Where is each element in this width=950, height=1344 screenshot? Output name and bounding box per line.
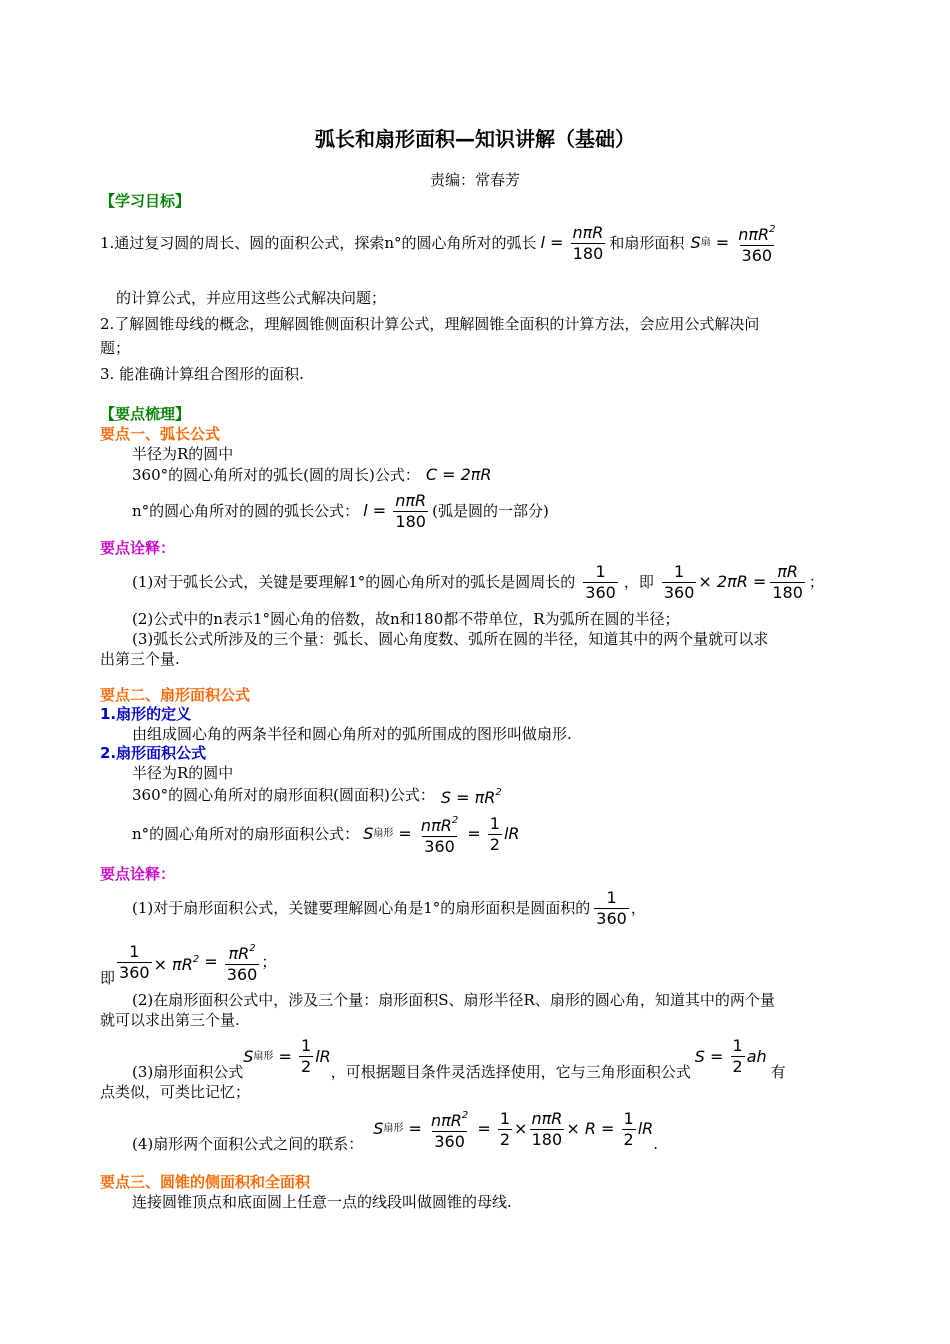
sector-area-formula-3: S 扇形 = $\frac{1}{2}$ lR	[243, 1036, 331, 1076]
point1-note-1: (1)对于弧长公式，关键是要理解1°的圆心角所对的弧长是圆周长的 $\frac{1}{360}$ ，即 $\frac{1}{360}$ × 2πR = $\frac{\pi R}{180}$ ；	[132, 561, 824, 602]
fraction-1-360-b: $\frac{1}{360}$	[596, 887, 627, 928]
point2-line3: n°的圆心角所对的扇形面积公式： S 扇形 = $\frac{n\pi R^2}{360}$ = $\frac{1}{2}$ lR	[132, 810, 520, 858]
point1-line1: 半径为R的圆中	[132, 445, 234, 463]
point1-heading: 要点一、弧长公式	[100, 425, 221, 443]
point2-note-2: (2)在扇形面积公式中，涉及三个量：扇形面积S、扇形半径R、扇形的圆心角，知道其中的两个量	[132, 991, 775, 1009]
sector-definition: 由组成圆心角的两条半径和圆心角所对的弧所围成的图形叫做扇形.	[132, 725, 572, 743]
point2-note-3-line2: 点类似，可类比记忆；	[100, 1083, 251, 1101]
goal-item-2: 2.了解圆锥母线的概念，理解圆锥侧面积计算公式，理解圆锥全面积的计算方法，会应用公式解决问	[100, 315, 760, 333]
point2-heading: 要点二、扇形面积公式	[100, 686, 251, 704]
point1-line3: n°的圆心角所对的圆的弧长公式： l = $\frac{\text{nπR}}{180}$ (弧是圆的一部分)	[132, 490, 549, 531]
point1-note-3: (3)弧长公式所涉及的三个量：弧长、圆心角度数、弧所在圆的半径，知道其中的两个量就可以求	[132, 630, 769, 648]
fraction-1-360: $\frac{1}{360}$	[585, 561, 616, 602]
sector-area-formula-2: S 扇形 = $\frac{n\pi R^2}{360}$ = $\frac{1}{2}$ lR	[363, 813, 520, 856]
goal-1-continuation: 的计算公式，并应用这些公式解决问题；	[116, 289, 387, 307]
point2-sub2-heading: 2.扇形面积公式	[100, 744, 207, 762]
sector-area-formula: S 扇 = $\frac{n\pi R^2}{360}$	[690, 224, 776, 265]
point1-note-3-line2: 出第三个量.	[100, 650, 180, 668]
triangle-area-formula: S = $\frac{1}{2}$ ah	[694, 1036, 767, 1076]
arc-length-formula: l = $\frac{\text{nπR}}{180}$	[540, 222, 604, 263]
sector-area-relation-formula: S 扇形 = $\frac{n\pi R^2}{360}$ = $\frac{1}{2}$ × $\frac{\text{nπR}}{180}$ × R = $\frac{1}{2}$ lR	[373, 1108, 654, 1151]
point2-note-4: (4)扇形两个面积公式之间的联系： S 扇形 = $\frac{n\pi R^2}{360}$ = $\frac{1}{2}$ × $\frac{\text{nπR}}{180}$ × R = $\frac{1}{2}$ lR .	[132, 1106, 658, 1154]
point2-note-1-formula: 即 $\frac{1}{360}$ × $\pi R^2$ = $\frac{\pi R^2}{360}$ ；	[100, 936, 276, 988]
goals-heading: 【学习目标】	[100, 192, 191, 210]
goal-item-2-line2: 题；	[100, 339, 131, 357]
cone-generatrix-definition: 连接圆锥顶点和底面圆上任意一点的线段叫做圆锥的母线.	[132, 1193, 512, 1211]
point2-note-heading: 要点诠释：	[100, 865, 176, 883]
point3-heading: 要点三、圆锥的侧面积和全面积	[100, 1173, 311, 1191]
circumference-formula: C = 2πR	[425, 465, 492, 484]
goal-item-3: 3. 能准确计算组合图形的面积.	[100, 365, 304, 383]
points-heading: 【要点梳理】	[100, 405, 191, 423]
point1-note-heading: 要点诠释：	[100, 539, 176, 557]
editor-credit: 责编：常春芳	[429, 171, 520, 189]
point2-sub1-heading: 1.扇形的定义	[100, 705, 192, 723]
goal-item-1	[100, 222, 779, 264]
page-title: 弧长和扇形面积—知识讲解（基础）	[315, 127, 635, 151]
arc-per-degree-formula: $\frac{1}{360}$ × 2πR = $\frac{\pi R}{180}$	[663, 561, 803, 602]
arc-length-formula-2: l = $\frac{\text{nπR}}{180}$	[363, 490, 427, 531]
point2-note-3: (3)扇形面积公式 S 扇形 = $\frac{1}{2}$ lR ，可根据题目条件灵活选择使用，它与三角形面积公式 S = $\frac{1}{2}$ ah 有	[132, 1036, 786, 1081]
point2-line2: 360°的圆心角所对的扇形面积(圆面积)公式： $S = \pi R^2$	[132, 782, 502, 808]
point1-line2: 360°的圆心角所对的弧长(圆的周长)公式： C = 2πR	[132, 465, 492, 484]
area-per-degree-formula: $\frac{1}{360}$ × $\pi R^2$ = $\frac{\pi R^2}{360}$	[119, 941, 258, 984]
goal-1-mid: 和扇形面积	[609, 234, 685, 252]
circle-area-formula: $S = \pi R^2$	[440, 786, 502, 807]
point2-note-2-line2: 就可以求出第三个量.	[100, 1011, 240, 1029]
point2-line1: 半径为R的圆中	[132, 764, 234, 782]
point1-note-2: (2)公式中的n表示1°圆心角的倍数，故n和180都不带单位，R为弧所在圆的半径；	[132, 610, 680, 628]
point2-note-1: (1)对于扇形面积公式，关键要理解圆心角是1°的扇形面积是圆面积的 $\frac{1}{360}$ ，	[132, 887, 646, 928]
goal-1-text: 1.通过复习圆的周长、圆的面积公式，探索n°的圆心角所对的弧长	[100, 234, 537, 252]
